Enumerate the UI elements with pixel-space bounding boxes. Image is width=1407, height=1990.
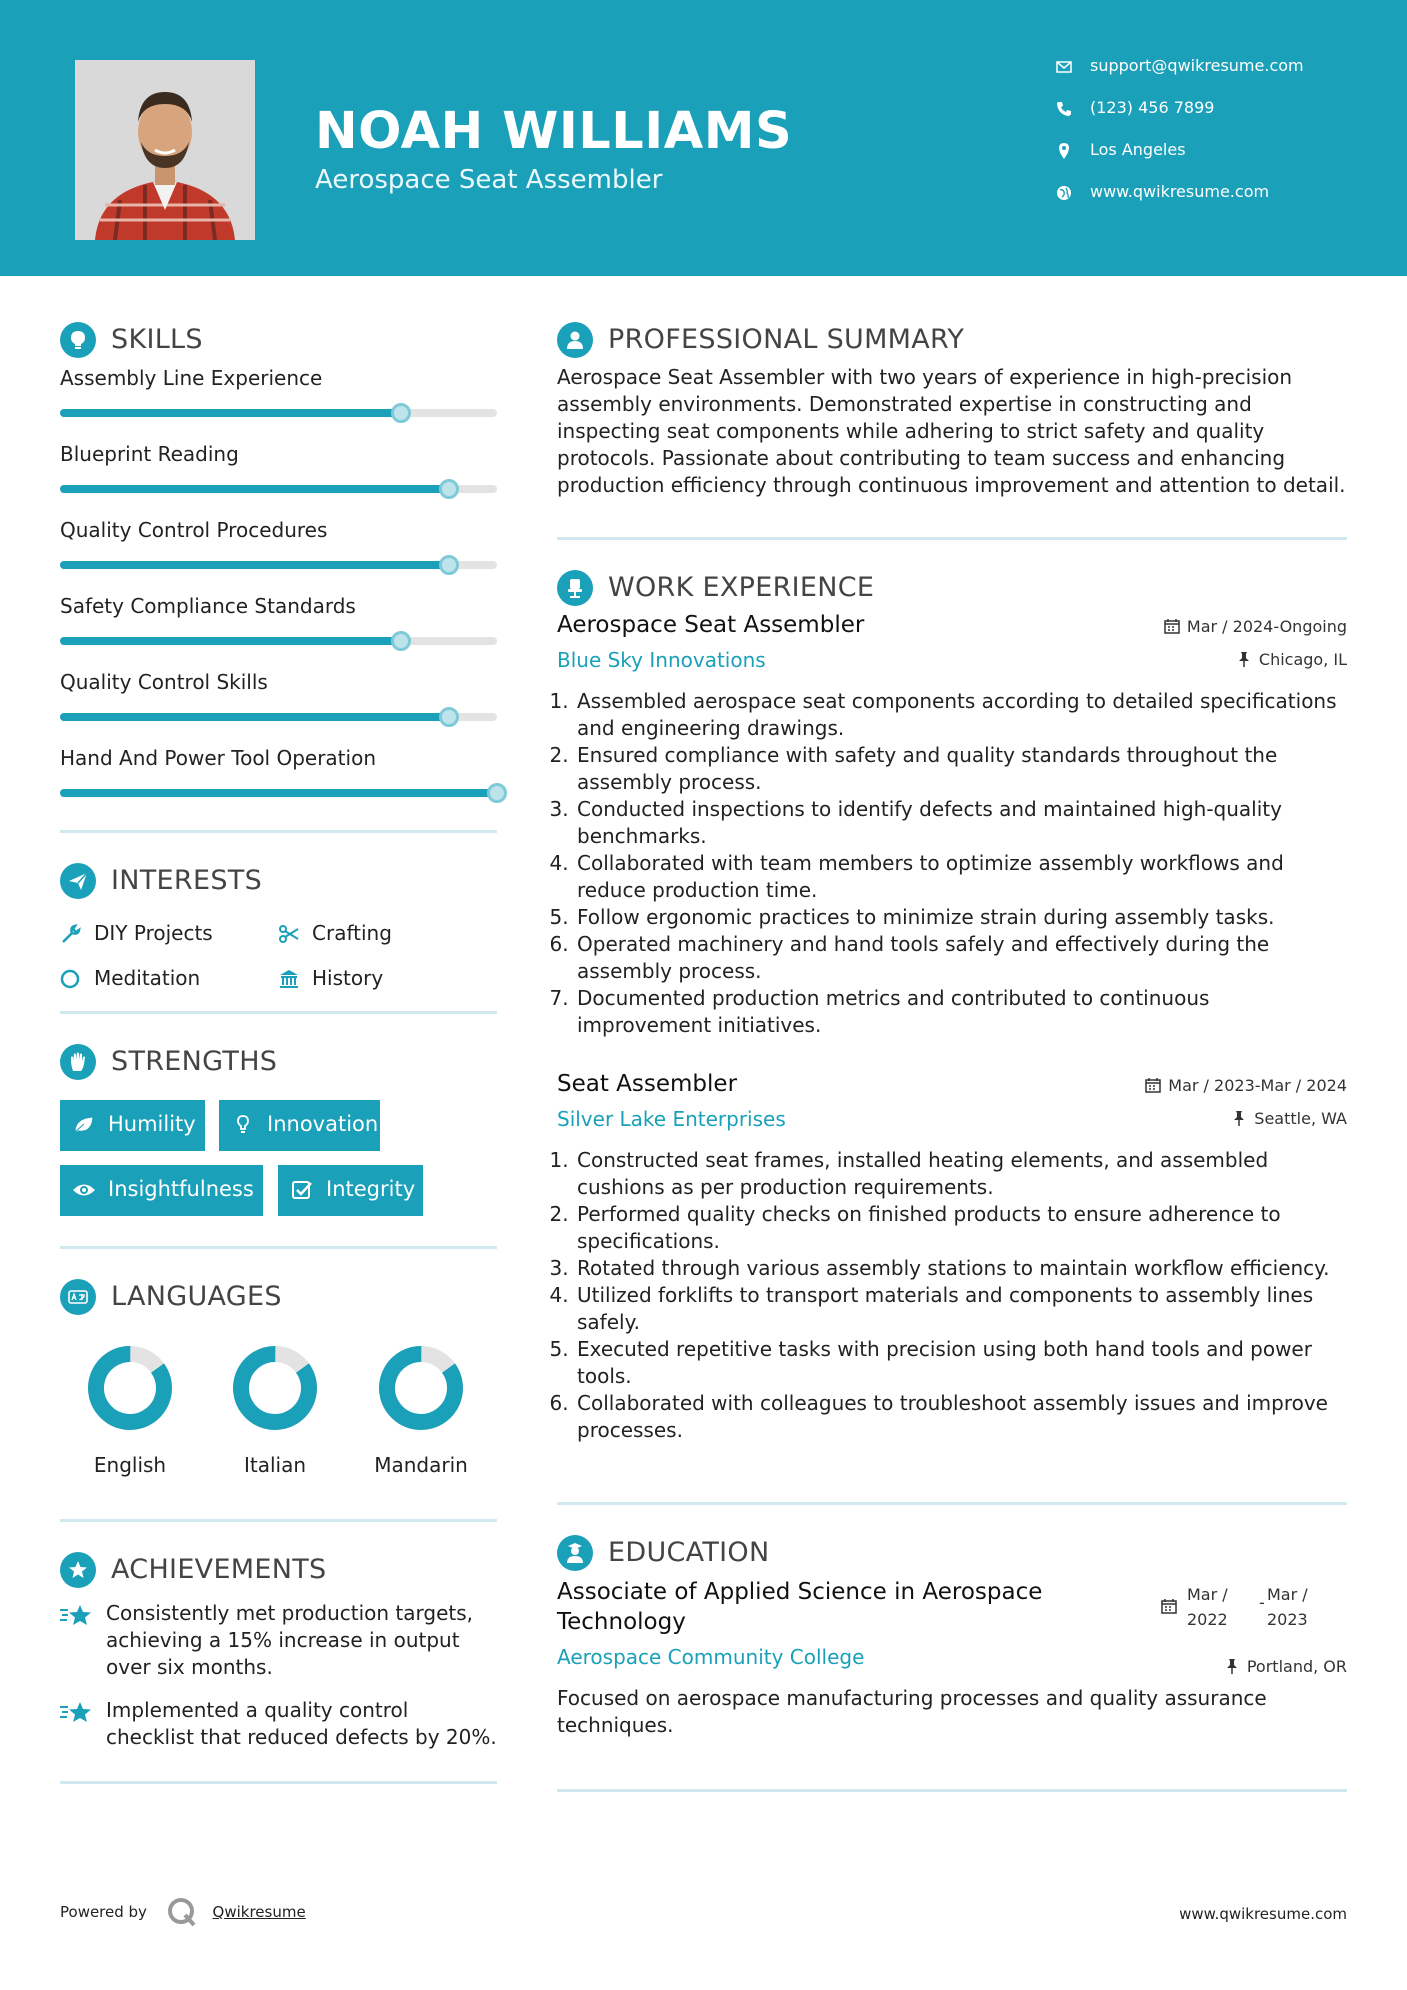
section-divider: [557, 537, 1347, 540]
summary-text: Aerospace Seat Assembler with two years of experience in high-precision assembly environments. Demonstrated expertise in constructing and inspecting seat components while adhering to strict safety and quality protocols. Passionate about contributing to team success and enhancing production efficiency through continuous improvement and attention to detail.: [557, 365, 1346, 497]
job-title: Aerospace Seat Assembler: [557, 612, 865, 638]
section-divider: [557, 1789, 1347, 1792]
language-name: English: [93, 1453, 167, 1477]
duty-item: 7. Documented production metrics and contributed to continuous improvement initiatives.: [575, 985, 1347, 1039]
map-pin-icon: [1055, 142, 1073, 160]
duty-item: 2. Performed quality checks on finished products to ensure adherence to specifications.: [575, 1201, 1347, 1255]
globe-icon: [1055, 184, 1073, 202]
language-ring-fill: [85, 1343, 175, 1433]
job-duties: [557, 1147, 1347, 1444]
strengths-heading: [60, 1042, 497, 1086]
left-column: [60, 320, 497, 1784]
education-heading: [557, 1533, 1347, 1577]
skill-bar-fill: [60, 637, 401, 645]
skill-bar-knob: [439, 555, 459, 575]
contact-location-text: Los Angeles: [1090, 140, 1186, 159]
qwikresume-link[interactable]: Qwikresume: [212, 1903, 306, 1921]
paper-plane-icon: [60, 863, 96, 899]
contact-email-text: support@qwikresume.com: [1090, 56, 1304, 75]
skill-bar-fill: [60, 485, 449, 493]
skill-name: Blueprint Reading: [60, 442, 239, 466]
job-location: [1236, 650, 1347, 669]
job-date: [1164, 617, 1347, 636]
strengths-title: STRENGTHS: [111, 1046, 278, 1077]
leaf-icon: [72, 1114, 96, 1136]
skill-bar: [60, 789, 497, 797]
pushpin-icon: [1224, 1658, 1240, 1674]
job-entry: [557, 612, 1347, 1039]
footer-powered-by: [60, 1896, 306, 1928]
interest-label: DIY Projects: [94, 921, 213, 945]
qwikresume-logo-icon: [166, 1896, 198, 1928]
skill-bar: [60, 485, 497, 493]
wrench-icon: [60, 923, 82, 945]
interests-heading: [60, 861, 497, 905]
section-divider: [60, 1246, 497, 1249]
language-item: [351, 1343, 491, 1477]
duty-item: 5. Follow ergonomic practices to minimize strain during assembly tasks.: [575, 904, 1347, 931]
calendar-icon: [1161, 1598, 1177, 1614]
duty-item: 5. Executed repetitive tasks with precision using both hand tools and power tools.: [575, 1336, 1347, 1390]
pushpin-icon: [1236, 651, 1252, 667]
strength-label: Integrity: [326, 1177, 416, 1201]
duty-item: 4. Collaborated with team members to optimize assembly workflows and reduce production time.: [575, 850, 1347, 904]
education-end-year: 2023: [1267, 1610, 1308, 1629]
job-company: Blue Sky Innovations: [557, 648, 766, 672]
skill-bar-knob: [487, 783, 507, 803]
user-icon: [557, 322, 593, 358]
job-duties: [557, 688, 1347, 1039]
education-start-year: 2022: [1187, 1610, 1228, 1629]
lightbulb-icon: [231, 1114, 255, 1136]
skill-name: Safety Compliance Standards: [60, 594, 356, 618]
experience-heading: [557, 568, 1347, 612]
summary-heading: [557, 320, 1347, 364]
job-date: [1145, 1076, 1347, 1095]
resume-header: [0, 0, 1407, 276]
skill-name: Assembly Line Experience: [60, 366, 323, 390]
job-location-text: Chicago, IL: [1258, 650, 1347, 669]
achievement-item: [60, 1600, 497, 1681]
star-icon: [60, 1604, 92, 1628]
duty-item: 3. Conducted inspections to identify defects and maintained high-quality benchmarks.: [575, 796, 1347, 850]
strength-tag: [60, 1100, 205, 1151]
education-date: [1187, 1582, 1317, 1632]
duty-item: 3. Rotated through various assembly stations to maintain workflow efficiency.: [575, 1255, 1347, 1282]
star-icon: [60, 1701, 92, 1725]
skills-title: SKILLS: [111, 324, 203, 355]
school-name: Aerospace Community College: [557, 1645, 865, 1669]
strength-tag: [219, 1100, 380, 1151]
profile-photo: [75, 60, 255, 240]
skill-name: Quality Control Skills: [60, 670, 268, 694]
footer-website[interactable]: www.qwikresume.com: [1179, 1905, 1347, 1923]
duty-item: 4. Utilized forklifts to transport materials and components to assembly lines safely.: [575, 1282, 1347, 1336]
strengths-list: [60, 1088, 497, 1238]
achievement-text: Implemented a quality control checklist that reduced defects by 20%.: [106, 1698, 497, 1749]
achievement-text: Consistently met production targets, achieving a 15% increase in output over six months.: [106, 1601, 474, 1679]
strength-label: Humility: [108, 1112, 196, 1136]
section-divider: [557, 1502, 1347, 1505]
strength-tag: [278, 1165, 423, 1216]
skill-bar-knob: [391, 403, 411, 423]
education-end-month: Mar /: [1267, 1585, 1308, 1604]
language-ring: [376, 1343, 466, 1433]
language-ring: [85, 1343, 175, 1433]
skill-item: [60, 518, 497, 594]
candidate-name: NOAH WILLIAMS: [315, 102, 793, 161]
interests-title: INTERESTS: [111, 865, 263, 896]
language-ring: [230, 1343, 320, 1433]
language-name: Italian: [243, 1453, 307, 1477]
skill-item: [60, 594, 497, 670]
skill-item: [60, 366, 497, 442]
museum-icon: [278, 968, 300, 990]
education-entry: [557, 1577, 1347, 1739]
lightbulb-icon: [60, 322, 96, 358]
skill-bar: [60, 713, 497, 721]
section-divider: [60, 1781, 497, 1784]
eye-icon: [72, 1179, 96, 1201]
degree-title: Associate of Applied Science in Aerospace Technology: [557, 1579, 1043, 1635]
job-date-text: Mar / 2024-Ongoing: [1186, 617, 1347, 636]
checkbox-icon: [290, 1179, 314, 1201]
portrait-image: [75, 60, 255, 240]
languages-heading: [60, 1277, 497, 1321]
education-date-separator: -: [1259, 1593, 1265, 1612]
summary-title: PROFESSIONAL SUMMARY: [608, 324, 965, 355]
job-title: Seat Assembler: [557, 1071, 738, 1097]
duty-item: 1. Assembled aerospace seat components according to detailed specifications and engineering drawings.: [575, 688, 1347, 742]
achievements-heading: [60, 1550, 497, 1594]
skills-list: [60, 366, 497, 822]
languages-title: LANGUAGES: [111, 1281, 282, 1312]
skill-bar-knob: [439, 479, 459, 499]
skill-bar: [60, 561, 497, 569]
experience-title: WORK EXPERIENCE: [608, 572, 875, 603]
contact-website-text: www.qwikresume.com: [1090, 182, 1270, 201]
skill-bar-fill: [60, 713, 449, 721]
education-title: EDUCATION: [608, 1537, 770, 1568]
job-entry: [557, 1071, 1347, 1444]
interest-label: History: [312, 966, 384, 990]
language-item: [60, 1343, 200, 1477]
phone-icon: [1055, 100, 1073, 118]
strength-label: Innovation: [267, 1112, 379, 1136]
skill-bar-fill: [60, 561, 449, 569]
section-divider: [60, 1011, 497, 1014]
calendar-icon: [1164, 618, 1180, 634]
language-ring-fill: [230, 1343, 320, 1433]
skill-name: Hand And Power Tool Operation: [60, 746, 376, 770]
job-date-text: Mar / 2023-Mar / 2024: [1168, 1076, 1347, 1095]
powered-by-label: Powered by: [60, 1903, 147, 1921]
education-location: [1224, 1657, 1347, 1676]
pushpin-icon: [1231, 1110, 1247, 1126]
interest-label: Meditation: [94, 966, 201, 990]
skill-bar: [60, 409, 497, 417]
education-location-text: Portland, OR: [1246, 1657, 1347, 1676]
job-location: [1231, 1109, 1347, 1128]
skill-bar-knob: [391, 631, 411, 651]
envelope-icon: [1055, 58, 1073, 76]
duty-item: 6. Operated machinery and hand tools safely and effectively during the assembly process.: [575, 931, 1347, 985]
language-ring-fill: [376, 1343, 466, 1433]
candidate-title: Aerospace Seat Assembler: [315, 165, 663, 195]
education-description: Focused on aerospace manufacturing processes and quality assurance techniques.: [557, 1686, 1267, 1737]
duty-item: 1. Constructed seat frames, installed heating elements, and assembled cushions as per production requirements.: [575, 1147, 1347, 1201]
skill-bar-fill: [60, 789, 497, 797]
hand-icon: [60, 1044, 96, 1080]
interest-label: Crafting: [312, 921, 392, 945]
job-company: Silver Lake Enterprises: [557, 1107, 786, 1131]
strength-label: Insightfulness: [108, 1177, 254, 1201]
language-name: Mandarin: [374, 1453, 468, 1477]
contact-phone-text: (123) 456 7899: [1090, 98, 1215, 117]
scissors-icon: [278, 923, 300, 945]
graduate-icon: [557, 1535, 593, 1571]
achievements-list: [60, 1600, 497, 1751]
strength-tag: [60, 1165, 263, 1216]
duty-item: 6. Collaborated with colleagues to troubleshoot assembly issues and improve processes.: [575, 1390, 1347, 1444]
section-divider: [60, 1519, 497, 1522]
skills-heading: [60, 320, 497, 364]
translate-icon: [60, 1279, 96, 1315]
calendar-icon: [1145, 1077, 1161, 1093]
achievement-item: [60, 1697, 497, 1751]
skill-bar-fill: [60, 409, 401, 417]
skill-item: [60, 670, 497, 746]
right-column: [557, 320, 1347, 1792]
office-chair-icon: [557, 570, 593, 606]
education-start: [1187, 1582, 1228, 1632]
circle-icon: [60, 968, 82, 990]
skill-bar-knob: [439, 707, 459, 727]
education-start-month: Mar /: [1187, 1585, 1228, 1604]
interests-list: [60, 907, 497, 1003]
language-item: [205, 1343, 345, 1477]
section-divider: [60, 830, 497, 833]
languages-list: [60, 1343, 497, 1513]
skill-bar: [60, 637, 497, 645]
achievements-title: ACHIEVEMENTS: [111, 1554, 327, 1585]
education-end: [1267, 1582, 1308, 1632]
job-location-text: Seattle, WA: [1254, 1109, 1347, 1128]
duty-item: 2. Ensured compliance with safety and quality standards throughout the assembly process.: [575, 742, 1347, 796]
skill-item: [60, 746, 497, 822]
skill-name: Quality Control Procedures: [60, 518, 328, 542]
skill-item: [60, 442, 497, 518]
star-badge-icon: [60, 1552, 96, 1588]
